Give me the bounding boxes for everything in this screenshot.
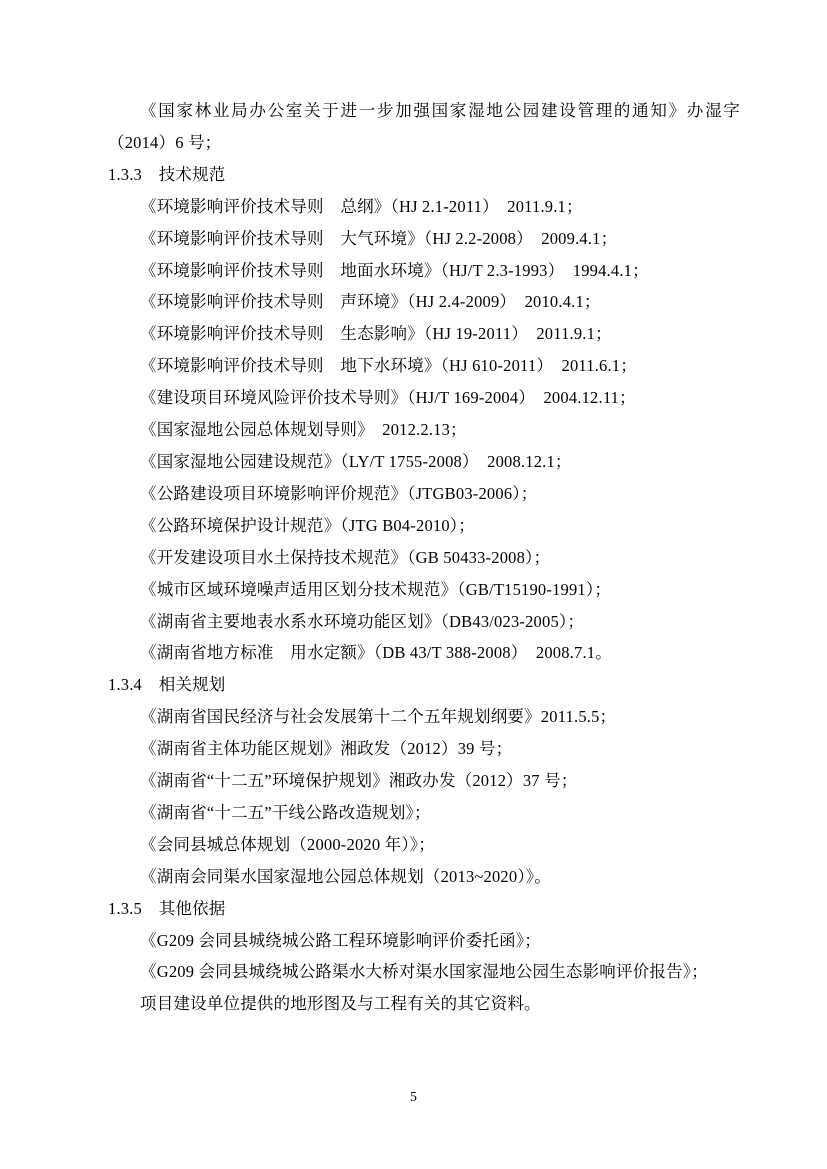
reference-item: 《公路建设项目环境影响评价规范》（JTGB03-2006）；: [140, 483, 538, 503]
reference-item: 《湖南省“十二五”干线公路改造规划》；: [140, 802, 431, 822]
reference-item: 《开发建设项目水土保持技术规范》（GB 50433-2008）；: [140, 547, 551, 567]
reference-item: 《城市区域环境噪声适用区划分技术规范》（GB/T15190-1991）；: [140, 579, 612, 599]
reference-item: 《环境影响评价技术导则 生态影响》（HJ 19-2011） 2011.9.1；: [140, 324, 612, 344]
reference-item: 《国家湿地公园建设规范》（LY/T 1755-2008） 2008.12.1；: [140, 451, 572, 471]
reference-item: 《湖南省“十二五”环境保护规划》湘政办发（2012）37 号；: [140, 771, 578, 791]
reference-item: 《G209 会同县城绕城公路工程环境影响评价委托函》；: [140, 930, 541, 950]
intro-paragraph-line-1: 《国家林业局办公室关于进一步加强国家湿地公园建设管理的通知》办湿字: [140, 101, 740, 120]
reference-item: 《G209 会同县城绕城公路渠水大桥对渠水国家湿地公园生态影响评价报告》；: [140, 962, 708, 982]
reference-item: 《会同县城总体规划（2000-2020 年）》；: [140, 834, 435, 854]
reference-item: 《环境影响评价技术导则 地面水环境》（HJ/T 2.3-1993） 1994.4.1；: [140, 260, 649, 280]
section-heading: 1.3.5 其他依据: [108, 898, 226, 918]
reference-item: 《湖南省国民经济与社会发展第十二个五年规划纲要》2011.5.5；: [140, 707, 617, 727]
reference-item: 《湖南省主体功能区规划》湘政发（2012）39 号；: [140, 739, 513, 759]
page-number: 5: [410, 1089, 417, 1104]
reference-item: 项目建设单位提供的地形图及与工程有关的其它资料。: [140, 994, 541, 1014]
section-heading: 1.3.3 技术规范: [108, 164, 226, 184]
section-heading: 1.3.4 相关规划: [108, 675, 226, 695]
reference-item: 《湖南省主要地表水系水环境功能区划》（DB43/023-2005）；: [140, 611, 585, 631]
document-body: [108, 95, 740, 1020]
reference-item: 《湖南会同渠水国家湿地公园总体规划（2013~2020）》。: [140, 866, 551, 886]
intro-paragraph-line-2: （2014）6 号；: [108, 132, 222, 152]
reference-item: 《湖南省地方标准 用水定额》（DB 43/T 388-2008） 2008.7.1。: [140, 643, 612, 663]
reference-item: 《环境影响评价技术导则 总纲》（HJ 2.1-2011） 2011.9.1；: [140, 196, 583, 216]
reference-item: 《环境影响评价技术导则 声环境》（HJ 2.4-2009） 2010.4.1；: [140, 292, 601, 312]
reference-item: 《国家湿地公园总体规划导则》 2012.2.13；: [140, 420, 467, 440]
reference-item: 《环境影响评价技术导则 大气环境》（HJ 2.2-2008） 2009.4.1；: [140, 228, 618, 248]
reference-item: 《公路环境保护设计规范》（JTG B04-2010）；: [140, 515, 475, 535]
reference-item: 《环境影响评价技术导则 地下水环境》（HJ 610-2011） 2011.6.1；: [140, 356, 637, 376]
reference-item: 《建设项目环境风险评价技术导则》（HJ/T 169-2004） 2004.12.11；: [140, 388, 636, 408]
